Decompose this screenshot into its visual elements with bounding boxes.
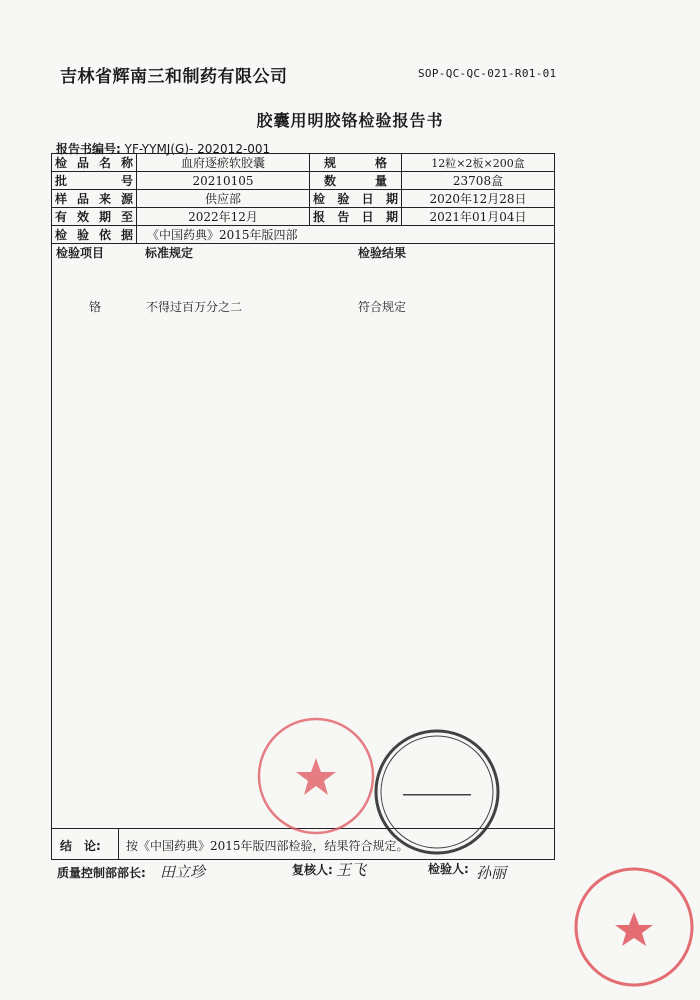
lab-stamp [373,728,501,856]
table-row [52,190,555,208]
test-date-value: 2020年12月28日 [402,190,555,208]
expiry-value: 2022年12月 [137,208,310,226]
quantity-value: 23708盒 [402,172,555,190]
batch-value: 20210105 [137,172,310,190]
source-value: 供应部 [137,190,310,208]
inspector-label: 检验人: [428,862,469,876]
basis-value: 《中国药典》2015年版四部 [137,226,555,244]
inspector-signature: 孙丽 [476,864,507,882]
expiry-label: 有效期至 [52,208,137,226]
company-qa-stamp-graphic [256,716,376,836]
conclusion-text: 按《中国药典》2015年版四部检验，结果符合规定。 [126,839,409,853]
result-column-header: 检验结果 [358,246,407,260]
product-label: 检品名称 [52,154,137,172]
document-code: SOP-QC-QC-021-R01-01 [418,67,557,80]
conclusion-divider [118,829,119,859]
result-item: 铬 [89,300,102,314]
table-row [52,172,555,190]
conclusion-label: 结 论: [60,839,101,853]
lab-stamp-graphic [373,728,501,856]
source-label: 样品来源 [52,190,137,208]
quantity-label: 数量 [310,172,402,190]
result-value: 符合规定 [358,300,407,314]
basis-label: 检验依据 [52,226,137,244]
qc-head-signature: 田立珍 [160,863,206,881]
batch-label: 批号 [52,172,137,190]
report-date-label: 报告日期 [310,208,402,226]
partner-qa-stamp-graphic [573,866,695,988]
table-row [52,208,555,226]
reviewer-signature: 王飞 [336,861,367,879]
company-qa-stamp [256,716,376,836]
partner-qa-stamp [573,866,695,988]
report-number-label: 报告书编号: [56,142,121,156]
report-date-value: 2021年01月04日 [402,208,555,226]
standard-column-header: 标准规定 [145,246,194,260]
qc-head-label: 质量控制部部长: [57,866,146,880]
report-number-value: YF-YYMJ(G)- 202012-001 [124,142,271,156]
company-name: 吉林省辉南三和制药有限公司 [60,67,288,87]
info-table [51,153,555,244]
spec-label: 规格 [310,154,402,172]
result-standard: 不得过百万分之二 [146,300,243,314]
product-value: 血府逐瘀软胶囊 [137,154,310,172]
spec-value: 12粒×2板×200盒 [402,154,555,172]
table-row [52,154,555,172]
item-column-header: 检验项目 [56,246,105,260]
test-date-label: 检验日期 [310,190,402,208]
reviewer-label: 复核人: [292,863,333,877]
report-title: 胶囊用明胶铬检验报告书 [256,111,444,130]
